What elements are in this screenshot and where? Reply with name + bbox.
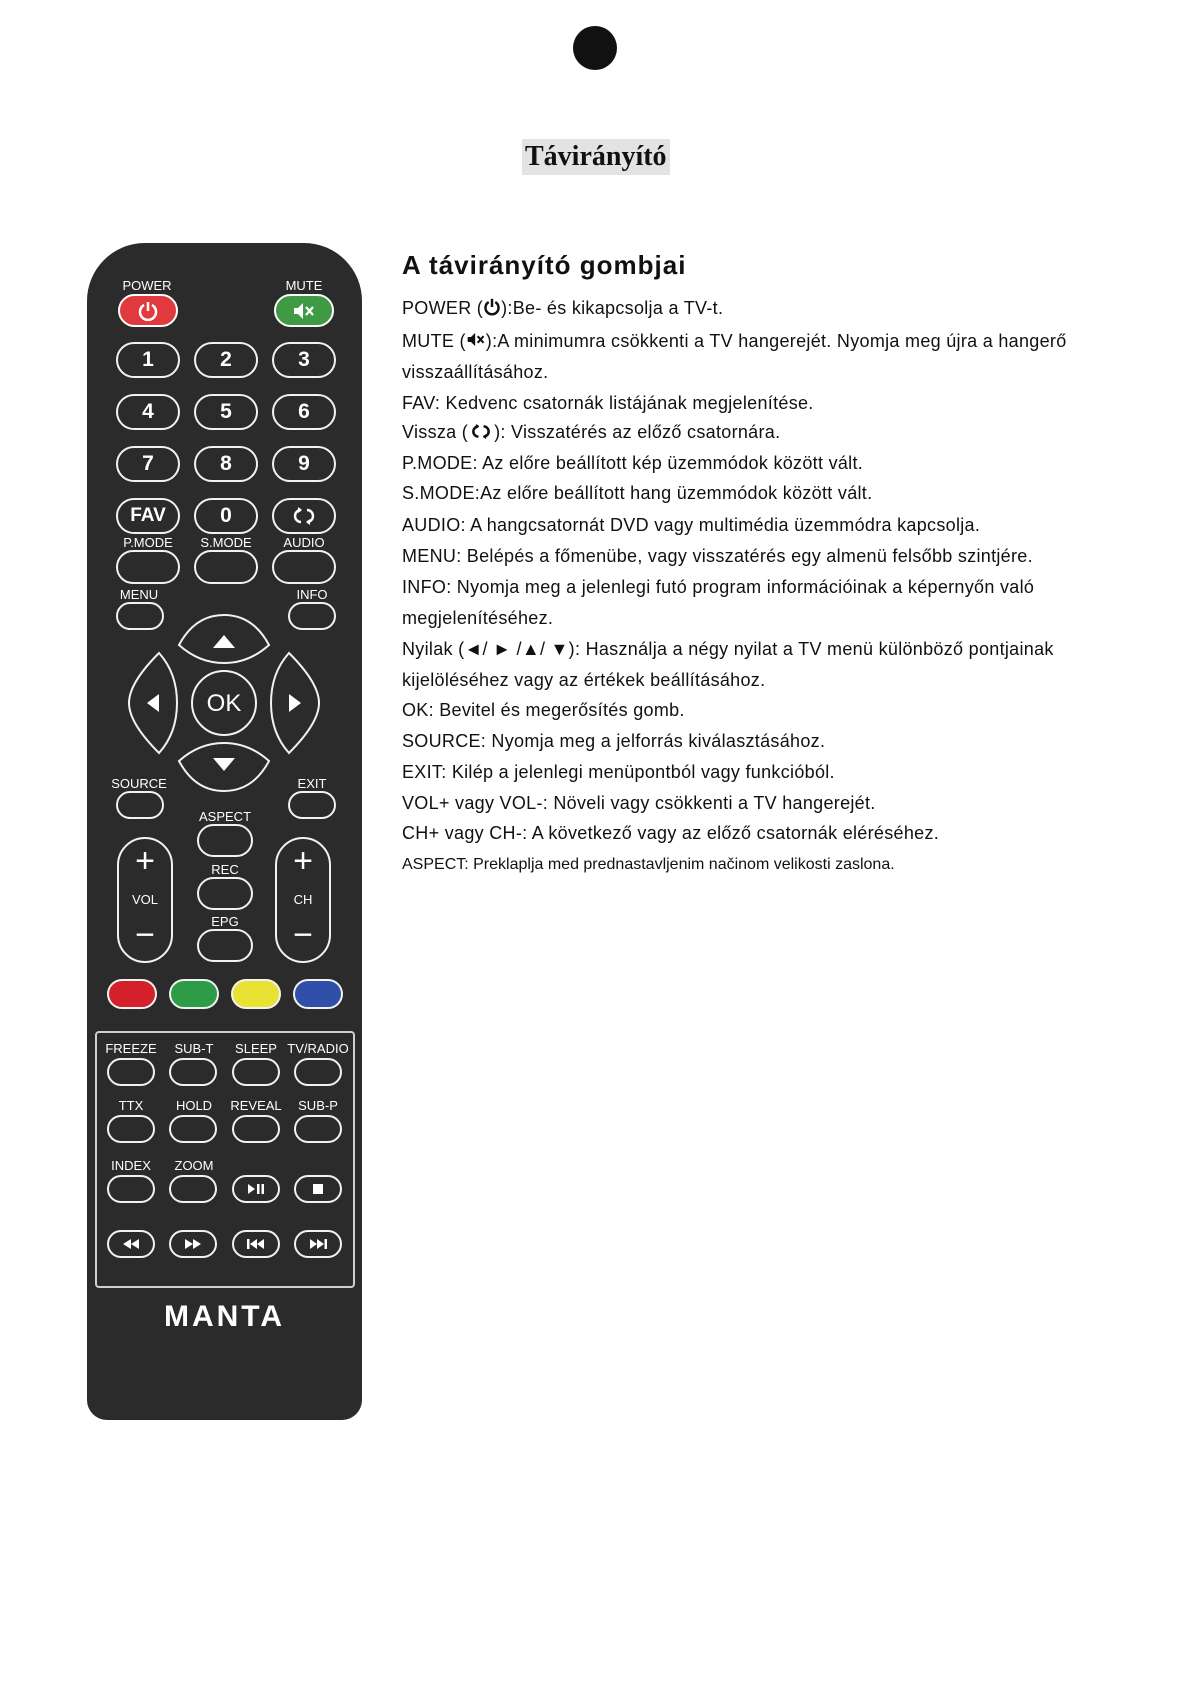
sleep-button[interactable] — [232, 1058, 280, 1086]
green-key-button[interactable] — [169, 979, 219, 1009]
digit-9-button[interactable]: 9 — [272, 446, 336, 482]
desc-arrows: Nyilak (◄/ ► /▲/ ▼): Használja a négy nyilat a TV menü különböző pontjainak — [402, 639, 1054, 659]
zoom-button[interactable] — [169, 1175, 217, 1203]
mute-label: MUTE — [285, 278, 323, 293]
zoom-label: ZOOM — [174, 1158, 214, 1173]
rec-button[interactable] — [197, 877, 253, 910]
blue-key-button[interactable] — [293, 979, 343, 1009]
volume-down-icon: − — [135, 916, 155, 954]
digit-6-button[interactable]: 6 — [272, 394, 336, 430]
tvradio-label: TV/RADIO — [287, 1041, 349, 1056]
vol-label: VOL — [131, 892, 159, 907]
desc-pmode: P.MODE: Az előre beállított kép üzemmódok között vált. — [402, 453, 864, 473]
aspect-button[interactable] — [197, 824, 253, 857]
desc-mute-prefix: MUTE ( — [402, 331, 466, 351]
ch-label: CH — [293, 892, 313, 907]
rec-label: REC — [211, 862, 239, 877]
audio-label: AUDIO — [283, 535, 325, 550]
channel-down-icon: − — [293, 916, 313, 954]
red-key-button[interactable] — [107, 979, 157, 1009]
desc-power — [402, 297, 723, 319]
index-button[interactable] — [107, 1175, 155, 1203]
exit-button[interactable] — [288, 791, 336, 819]
digit-8-button[interactable]: 8 — [194, 446, 258, 482]
exit-label: EXIT — [297, 776, 327, 791]
rewind-icon — [122, 1238, 140, 1250]
navigation-pad — [87, 243, 362, 803]
epg-label: EPG — [211, 914, 239, 929]
yellow-key-button[interactable] — [231, 979, 281, 1009]
digit-1-button[interactable]: 1 — [116, 342, 180, 378]
subp-label: SUB-P — [298, 1098, 338, 1113]
stop-button[interactable] — [294, 1175, 342, 1203]
fav-button[interactable]: FAV — [116, 498, 180, 534]
desc-exit: EXIT: Kilép a jelenlegi menüpontból vagy funkcióból. — [402, 762, 835, 782]
desc-menu: MENU: Belépés a főmenübe, vagy visszatérés egy almenü felsőbb szintjére. — [402, 546, 1033, 566]
desc-power-text: ):Be- és kikapcsolja a TV-t. — [501, 298, 724, 318]
desc-mute-cont: visszaállításához. — [402, 362, 549, 382]
next-icon — [308, 1238, 328, 1250]
return-icon — [468, 423, 494, 440]
subt-label: SUB-T — [174, 1041, 214, 1056]
desc-power-prefix: POWER ( — [402, 298, 484, 318]
desc-vol: VOL+ vagy VOL-: Növeli vagy csökkenti a TV hangerejét. — [402, 793, 876, 813]
digit-7-button[interactable]: 7 — [116, 446, 180, 482]
desc-mute — [402, 330, 1067, 352]
digit-0-button[interactable]: 0 — [194, 498, 258, 534]
remote-control — [87, 243, 362, 1420]
sleep-label: SLEEP — [235, 1041, 277, 1056]
digit-3-button[interactable]: 3 — [272, 342, 336, 378]
digit-2-button[interactable]: 2 — [194, 342, 258, 378]
desc-audio: AUDIO: A hangcsatornát DVD vagy multimédia üzemmódra kapcsolja. — [402, 515, 981, 535]
source-label: SOURCE — [111, 776, 167, 791]
source-button[interactable] — [116, 791, 164, 819]
stop-icon — [312, 1183, 324, 1195]
desc-info: INFO: Nyomja meg a jelenlegi futó program információinak a képernyőn való — [402, 577, 1035, 597]
hold-button[interactable] — [169, 1115, 217, 1143]
ttx-button[interactable] — [107, 1115, 155, 1143]
desc-back — [402, 421, 780, 443]
previous-icon — [246, 1238, 266, 1250]
ok-label: OK — [206, 690, 242, 717]
fast-forward-button[interactable] — [169, 1230, 217, 1258]
subp-button[interactable] — [294, 1115, 342, 1143]
desc-aspect: ASPECT: Preklaplja med prednastavljenim načinom velikosti zaslona. — [402, 856, 895, 873]
epg-button[interactable] — [197, 929, 253, 962]
fast-forward-icon — [184, 1238, 202, 1250]
freeze-button[interactable] — [107, 1058, 155, 1086]
brand-logo: MANTA — [163, 1300, 286, 1333]
reveal-label: REVEAL — [230, 1098, 282, 1113]
tvradio-button[interactable] — [294, 1058, 342, 1086]
aspect-label: ASPECT — [198, 809, 252, 824]
desc-back-prefix: Vissza ( — [402, 422, 469, 442]
desc-info-cont: megjelenítéséhez. — [402, 608, 554, 628]
page-title: Távirányító — [522, 139, 670, 175]
next-button[interactable] — [294, 1230, 342, 1258]
mute-icon — [466, 331, 486, 348]
section-heading: A távirányító gombjai — [402, 250, 687, 280]
reveal-button[interactable] — [232, 1115, 280, 1143]
desc-back-text: ): Visszatérés az előző csatornára. — [494, 422, 781, 442]
desc-smode: S.MODE:Az előre beállított hang üzemmódok között vált. — [402, 483, 873, 503]
menu-label: MENU — [119, 587, 159, 602]
desc-source: SOURCE: Nyomja meg a jelforrás kiválasztásához. — [402, 731, 826, 751]
digit-4-button[interactable]: 4 — [116, 394, 180, 430]
rewind-button[interactable] — [107, 1230, 155, 1258]
play-pause-icon — [247, 1183, 265, 1195]
pmode-label: P.MODE — [123, 535, 173, 550]
desc-arrows-cont: kijelöléséhez vagy az értékek beállításához. — [402, 670, 766, 690]
smode-label: S.MODE — [200, 535, 252, 550]
desc-mute-text: ):A minimumra csökkenti a TV hangerejét. Nyomja meg újra a hangerő — [485, 331, 1067, 351]
ttx-label: TTX — [118, 1098, 144, 1113]
freeze-label: FREEZE — [105, 1041, 157, 1056]
volume-up-icon: + — [135, 842, 155, 880]
hold-label: HOLD — [175, 1098, 213, 1113]
desc-ch: CH+ vagy CH-: A következő vagy az előző csatornák eléréséhez. — [402, 823, 940, 843]
previous-button[interactable] — [232, 1230, 280, 1258]
desc-fav: FAV: Kedvenc csatornák listájának megjelenítése. — [402, 393, 814, 413]
desc-ok: OK: Bevitel és megerősítés gomb. — [402, 700, 685, 720]
power-label: POWER — [122, 278, 172, 293]
info-label: INFO — [296, 587, 328, 602]
page-number-dot — [573, 26, 617, 70]
channel-up-icon: + — [293, 842, 313, 880]
subt-button[interactable] — [169, 1058, 217, 1086]
index-label: INDEX — [111, 1158, 151, 1173]
digit-5-button[interactable]: 5 — [194, 394, 258, 430]
play-pause-button[interactable] — [232, 1175, 280, 1203]
power-icon — [483, 298, 501, 316]
